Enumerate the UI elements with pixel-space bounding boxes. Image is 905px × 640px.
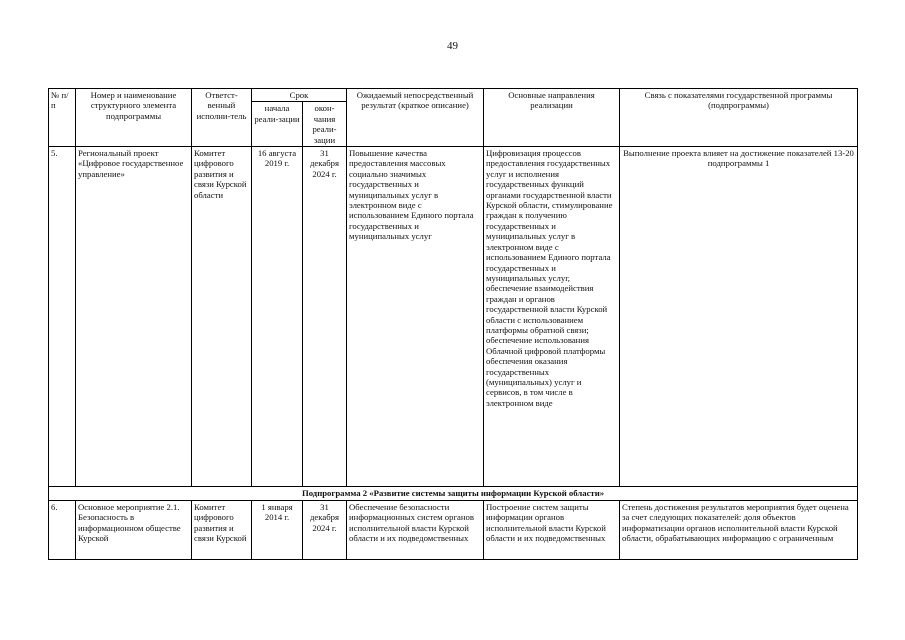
header-directions: Основные направления реализации [484,89,620,147]
header-term-start: начала реали-зации [252,102,303,147]
row-end-date: 31 декабря 2024 г. [303,147,347,487]
row-start-date: 16 августа 2019 г. [252,147,303,487]
header-responsible: Ответст-венный исполни-тель [192,89,252,147]
subprogram-title: Подпрограмма 2 «Развитие системы защиты информации Курской области» [49,487,858,501]
row-directions: Цифровизация процессов предоставления государственных услуг и исполнения государственных функций органами государственной власти Курской области, стимулирование граждан к получению государственных и муниципальных услуг в электронном виде с использованием Единого портала государственных и муниципальных услуг, обеспечение взаимодействия граждан и органов государственной власти Курской области с использованием платформы обратной связи; обеспечение использования Облачной цифровой платформы обеспечения оказания государственных (муниципальных) услуг и сервисов, в том числе в электронном виде [484,147,620,487]
row-num: 5. [49,147,76,487]
row-link-indicators: Выполнение проекта влияет на достижение показателей 13-20 подпрограммы 1 [620,147,858,487]
row-link-indicators: Степень достижения результатов мероприятия будет оценена за счет следующих показателей: доля объектов информатизации органов исполнительной власти Курской области, обрабатывающих информацию с ограниченным [620,501,858,560]
header-term-end: окон-чания реали-зации [303,102,347,147]
header-expected-result: Ожидаемый непосредственный результат (краткое описание) [347,89,484,147]
row-name: Основное мероприятие 2.1. Безопасность в информационном обществе Курской [76,501,192,560]
header-row [49,89,858,102]
header-term: Срок [252,89,347,102]
row-expected-result: Обеспечение безопасности информационных систем органов исполнительной власти Курской области и их подведомственных [347,501,484,560]
row-name: Региональный проект «Цифровое государственное управление» [76,147,192,487]
row-responsible: Комитет цифрового развития и связи Курской области [192,147,252,487]
header-name: Номер и наименование структурного элемента подпрограммы [76,89,192,147]
header-num: № п/п [49,89,76,147]
header-link-indicators: Связь с показателями государственной программы (подпрограммы) [620,89,858,147]
row-num: 6. [49,501,76,560]
row-directions: Построение систем защиты информации органов исполнительной власти Курской области и их подведомственных [484,501,620,560]
row-end-date: 31 декабря 2024 г. [303,501,347,560]
row-start-date: 1 января 2014 г. [252,501,303,560]
row-expected-result: Повышение качества предоставления массовых социально значимых государственных и муниципальных услуг в электронном виде с использованием Единого портала государственных и муниципальных услуг [347,147,484,487]
row-responsible: Комитет цифрового развития и связи Курской [192,501,252,560]
subprogram-title-row [49,487,858,501]
table-row [49,501,858,560]
program-table [48,88,858,560]
table-row [49,147,858,487]
page-number: 49 [447,40,458,52]
